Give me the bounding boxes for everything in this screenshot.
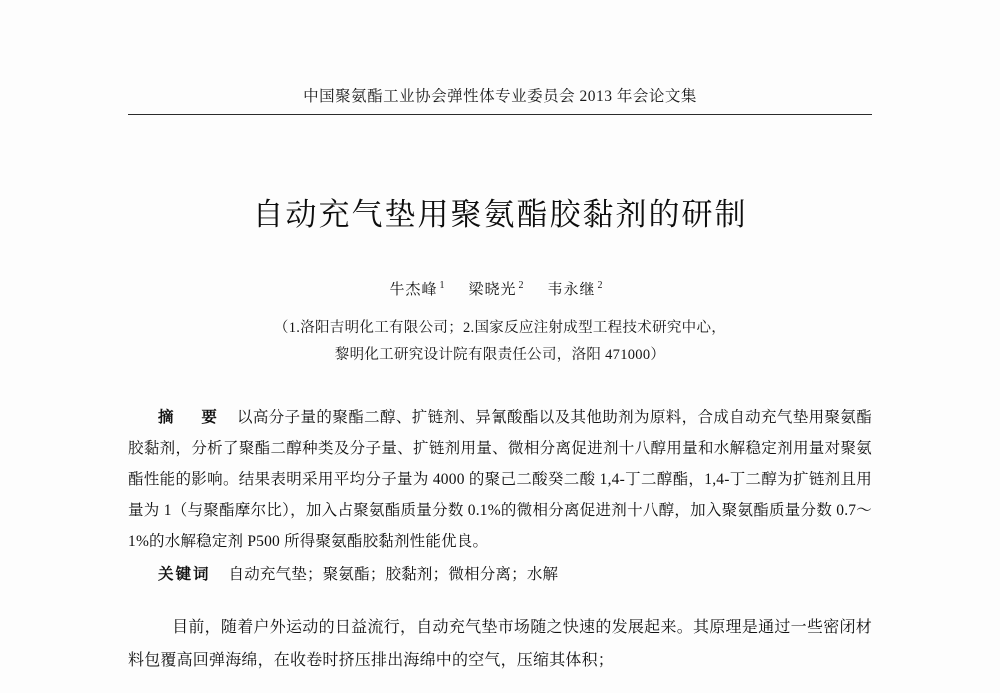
body-paragraph-text: 目前，随着户外运动的日益流行，自动充气垫市场随之快速的发展起来。其原理是通过一些密闭材料包覆高回弹海绵，在收卷时挤压排出海绵中的空气，压缩其体积；: [128, 619, 872, 670]
author-list: [128, 278, 872, 299]
keywords-label: 关键词: [158, 566, 211, 584]
running-head: 中国聚氨酯工业协会弹性体专业委员会 2013 年会论文集: [303, 88, 697, 105]
affiliation-line: 黎明化工研究设计院有限责任公司，洛阳 471000）: [334, 346, 666, 363]
abstract-text: 以高分子量的聚酯二醇、扩链剂、异氰酸酯以及其他助剂为原料，合成自动充气垫用聚氨酯胶黏剂，分析了聚酯二醇种类及分子量、扩链剂用量、微相分离促进剂十八醇用量和水解稳定剂用量对聚氨酯性能的影响。结果表明采用平均分子量为 4000 的聚己二酸癸二酸 1,4-丁二醇酯，1,4-丁二醇为扩链剂且用量为 1（与聚酯摩尔比），加入占聚氨酯质量分数 0.1%的微相分离促进剂十八醇，加入聚氨酯质量分数 0.7～1%的水解稳定剂 P500 所得聚氨酯胶黏剂性能优良。: [128, 409, 872, 551]
author-affiliation-marker: 2: [597, 279, 604, 291]
author-affiliation-marker: 2: [518, 279, 525, 291]
header-rule: [128, 114, 872, 115]
affiliations: [128, 315, 872, 369]
author-affiliation-marker: 1: [439, 279, 446, 291]
author-name: 梁晓光: [468, 281, 517, 298]
author-name: 牛杰峰: [389, 281, 438, 298]
author-name: 韦永继: [547, 281, 596, 298]
keywords-text: 自动充气垫；聚氨酯；胶黏剂；微相分离；水解: [228, 566, 559, 584]
page-content: [128, 0, 872, 678]
abstract-section: [128, 402, 872, 557]
page-title: 自动充气垫用聚氨酯胶黏剂的研制: [252, 196, 748, 232]
keywords-section: [128, 559, 872, 590]
affiliation-line: （1.洛阳吉明化工有限公司；2.国家反应注射成型工程技术研究中心，: [273, 319, 727, 336]
body-paragraph: [128, 612, 872, 678]
abstract-label: 摘 要: [158, 409, 224, 427]
